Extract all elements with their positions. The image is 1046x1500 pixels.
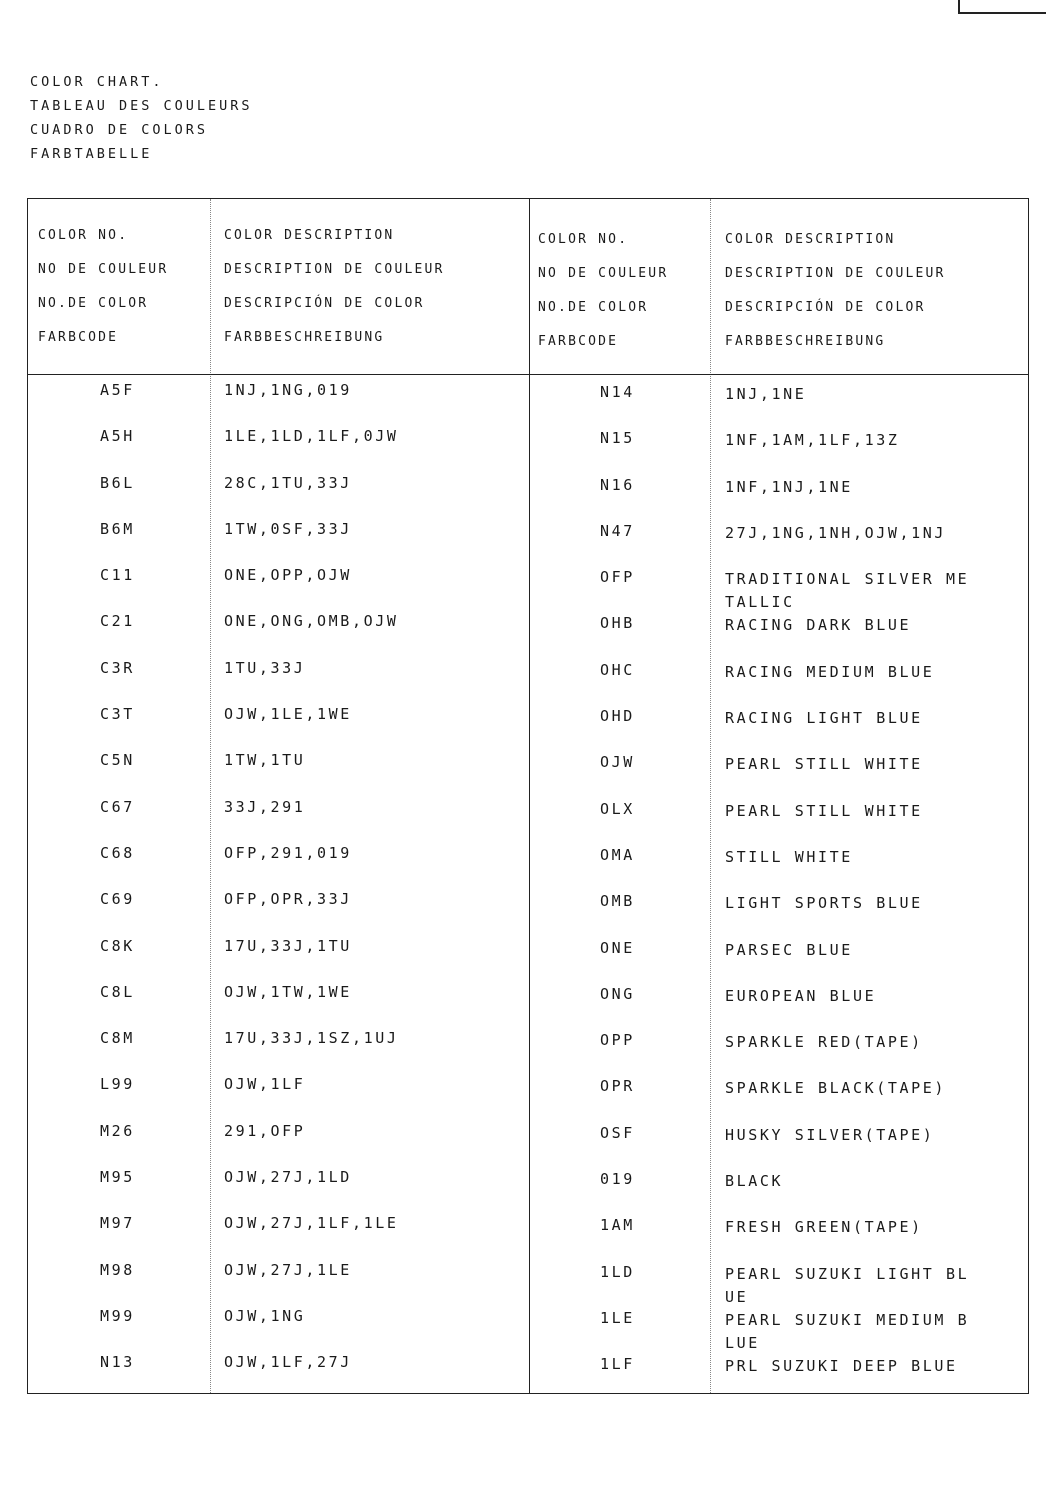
color-no-right: OPP xyxy=(600,1031,635,1050)
table-row xyxy=(28,1208,1028,1254)
color-description-right: RACING MEDIUM BLUE xyxy=(725,662,935,681)
table-row xyxy=(28,1069,1028,1115)
color-no-right: 1AM xyxy=(600,1216,635,1235)
color-no-left: L99 xyxy=(100,1075,135,1094)
table-row xyxy=(28,375,1028,421)
table-row xyxy=(28,653,1028,699)
color-no-right: 1LF xyxy=(600,1355,635,1374)
color-description-left: 1LE,1LD,1LF,0JW xyxy=(224,427,399,446)
table-row xyxy=(28,514,1028,560)
color-description-left: 291,OFP xyxy=(224,1121,306,1140)
color-no-left: M99 xyxy=(100,1306,135,1325)
color-description-left: OFP,291,019 xyxy=(224,843,352,862)
color-no-right: ONE xyxy=(600,938,635,957)
color-no-left: C21 xyxy=(100,612,135,631)
table-row xyxy=(28,1023,1028,1069)
color-no-right: OFP xyxy=(600,568,635,587)
color-no-left: A5F xyxy=(100,381,135,399)
color-no-left: C8K xyxy=(100,936,135,955)
table-row xyxy=(28,560,1028,612)
color-description-left: 1TW,1TU xyxy=(224,751,306,770)
table-row xyxy=(28,931,1028,977)
color-description-right: 27J,1NG,1NH,OJW,1NJ xyxy=(725,523,946,542)
color-description-left: OJW,1TW,1WE xyxy=(224,982,352,1001)
color-no-right: 1LE xyxy=(600,1308,635,1327)
color-no-left: C67 xyxy=(100,797,135,816)
color-no-left: C8L xyxy=(100,982,135,1001)
table-body xyxy=(28,375,1028,1394)
color-no-right: OHD xyxy=(600,707,635,726)
color-description-left: OJW,27J,1LF,1LE xyxy=(224,1214,399,1233)
color-no-left: C3R xyxy=(100,658,135,677)
color-no-left: A5H xyxy=(100,427,135,446)
color-description-right: STILL WHITE xyxy=(725,847,853,866)
title-line-fr: TABLEAU DES COULEURS xyxy=(30,98,253,114)
color-description-right: SPARKLE RED(TAPE) xyxy=(725,1033,923,1052)
color-description-right: FRESH GREEN(TAPE) xyxy=(725,1218,923,1237)
color-no-left: C68 xyxy=(100,843,135,862)
color-no-left: C11 xyxy=(100,566,135,585)
table-row xyxy=(28,792,1028,838)
color-no-left: B6M xyxy=(100,519,135,538)
header-color-no-right: COLOR NO. NO DE COULEUR NO.DE COLOR FARBCODE xyxy=(538,232,669,349)
color-description-left: ONE,OPP,OJW xyxy=(224,566,352,585)
color-no-left: C3T xyxy=(100,705,135,724)
table-row xyxy=(28,838,1028,884)
color-no-right: OHB xyxy=(600,614,635,633)
color-no-right: OMA xyxy=(600,845,635,864)
color-description-left: OFP,OPR,33J xyxy=(224,890,352,909)
color-no-right: N15 xyxy=(600,429,635,448)
color-description-right: LIGHT SPORTS BLUE xyxy=(725,894,923,913)
color-no-left: M97 xyxy=(100,1214,135,1233)
color-chart-table xyxy=(27,198,1029,1394)
color-description-right: TRADITIONAL SILVER ME TALLIC xyxy=(725,570,970,612)
color-description-right: PEARL SUZUKI LIGHT BL UE xyxy=(725,1264,970,1306)
color-no-right: OHC xyxy=(600,660,635,679)
color-no-right: N16 xyxy=(600,475,635,494)
color-description-left: OJW,27J,1LE xyxy=(224,1260,352,1279)
color-description-right: RACING DARK BLUE xyxy=(725,616,912,635)
color-description-right: PEARL SUZUKI MEDIUM B LUE xyxy=(725,1310,970,1352)
table-row xyxy=(28,1255,1028,1306)
color-no-right: 019 xyxy=(600,1170,635,1189)
color-no-left: M98 xyxy=(100,1260,135,1279)
color-description-left: 17U,33J,1TU xyxy=(224,936,352,955)
color-description-left: 28C,1TU,33J xyxy=(224,473,352,492)
header-color-description-left: COLOR DESCRIPTION DESCRIPTION DE COULEUR DESCRIPCIÓN DE COLOR FARBBESCHREIBUNG xyxy=(224,228,445,345)
color-description-left: OJW,1LF,27J xyxy=(224,1353,352,1372)
color-no-left: C5N xyxy=(100,751,135,770)
color-no-right: OSF xyxy=(600,1123,635,1142)
color-no-right: N14 xyxy=(600,383,635,401)
color-no-left: C8M xyxy=(100,1029,135,1048)
color-no-right: OLX xyxy=(600,799,635,818)
color-no-left: C69 xyxy=(100,890,135,909)
color-description-left: OJW,1LF xyxy=(224,1075,306,1094)
color-description-left: 17U,33J,1SZ,1UJ xyxy=(224,1029,399,1048)
color-description-left: 33J,291 xyxy=(224,797,306,816)
title-block xyxy=(30,70,253,166)
color-no-left: M26 xyxy=(100,1121,135,1140)
color-description-right: PRL SUZUKI DEEP BLUE xyxy=(725,1357,958,1376)
header-color-no-left: COLOR NO. NO DE COULEUR NO.DE COLOR FARBCODE xyxy=(38,228,169,345)
color-description-right: 1NF,1NJ,1NE xyxy=(725,477,853,496)
color-no-right: 1LD xyxy=(600,1262,635,1281)
color-no-right: OPR xyxy=(600,1077,635,1096)
color-description-right: HUSKY SILVER(TAPE) xyxy=(725,1125,935,1144)
color-description-right: PARSEC BLUE xyxy=(725,940,853,959)
color-no-right: OMB xyxy=(600,892,635,911)
color-description-right: 1NJ,1NE xyxy=(725,385,807,403)
table-row xyxy=(28,1116,1028,1162)
table-row xyxy=(28,884,1028,930)
color-description-left: OJW,27J,1LD xyxy=(224,1168,352,1187)
color-no-left: M95 xyxy=(100,1168,135,1187)
color-description-left: OJW,1NG xyxy=(224,1306,306,1325)
table-row xyxy=(28,1301,1028,1352)
title-line-en: COLOR CHART. xyxy=(30,74,164,90)
color-no-left: B6L xyxy=(100,473,135,492)
color-description-right: PEARL STILL WHITE xyxy=(725,755,923,774)
table-row xyxy=(28,977,1028,1023)
title-line-de: FARBTABELLE xyxy=(30,146,153,162)
color-description-left: 1TU,33J xyxy=(224,658,306,677)
table-row xyxy=(28,745,1028,791)
header-color-description-right: COLOR DESCRIPTION DESCRIPTION DE COULEUR DESCRIPCIÓN DE COLOR FARBBESCHREIBUNG xyxy=(725,232,946,349)
color-description-left: 1NJ,1NG,019 xyxy=(224,381,352,399)
color-description-right: SPARKLE BLACK(TAPE) xyxy=(725,1079,946,1098)
color-description-right: RACING LIGHT BLUE xyxy=(725,709,923,728)
color-no-right: OJW xyxy=(600,753,635,772)
color-description-left: OJW,1LE,1WE xyxy=(224,705,352,724)
color-description-right: BLACK xyxy=(725,1172,784,1191)
table-row xyxy=(28,421,1028,467)
table-row xyxy=(28,468,1028,514)
color-no-left: N13 xyxy=(100,1353,135,1372)
color-no-right: ONG xyxy=(600,984,635,1003)
color-description-right: 1NF,1AM,1LF,13Z xyxy=(725,431,900,450)
color-no-right: N47 xyxy=(600,521,635,540)
table-row xyxy=(28,1347,1028,1393)
table-row xyxy=(28,699,1028,745)
table-row xyxy=(28,1162,1028,1208)
corner-mark xyxy=(958,0,1046,14)
color-description-right: PEARL STILL WHITE xyxy=(725,801,923,820)
color-description-left: 1TW,0SF,33J xyxy=(224,519,352,538)
color-description-left: ONE,ONG,OMB,OJW xyxy=(224,612,399,631)
title-line-es: CUADRO DE COLORS xyxy=(30,122,209,138)
color-description-right: EUROPEAN BLUE xyxy=(725,986,877,1005)
table-row xyxy=(28,606,1028,652)
